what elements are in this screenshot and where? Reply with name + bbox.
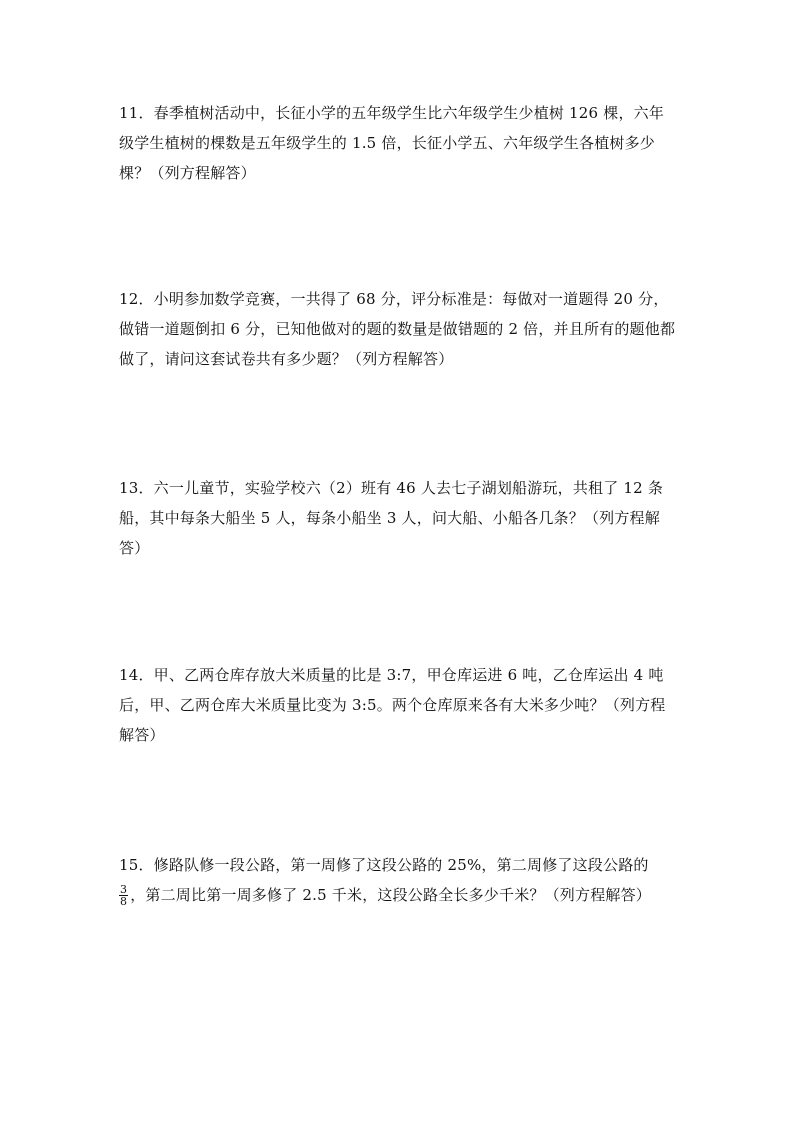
question-15 (119, 850, 679, 910)
question-13: 13．六一儿童节，实验学校六（2）班有 46 人去七子湖划船游玩，共租了 12 条船，其中每条大船坐 5 人，每条小船坐 3 人，问大船、小船各几条？（列方程解答） (119, 479, 664, 557)
question-12: 12．小明参加数学竞赛，一共得了 68 分，评分标准是：每做对一道题得 20 分，做错一道题倒扣 6 分，已知他做对的题的数量是做错题的 2 倍，并且所有的题他都做了，请问这套试卷共有多少题？（列方程解答） (119, 290, 676, 368)
question-15-text-before: 15．修路队修一段公路，第一周修了这段公路的 25%，第二周修了这段公路的 (119, 856, 649, 874)
fraction-three-eighths (119, 884, 128, 907)
question-14: 14．甲、乙两仓库存放大米质量的比是 3:7，甲仓库运进 6 吨，乙仓库运出 4 吨后，甲、乙两仓库大米质量比变为 3:5。两个仓库原来各有大米多少吨？（列方程解答） (119, 666, 666, 744)
question-15-text-after: ，第二周比第一周多修了 2.5 千米，这段公路全长多少千米？（列方程解答） (130, 886, 651, 904)
fraction-denominator: 8 (120, 894, 128, 908)
question-11: 11．春季植树活动中，长征小学的五年级学生比六年级学生少植树 126 棵，六年级学生植树的棵数是五年级学生的 1.5 倍，长征小学五、六年级学生各植树多少棵？（列方程解答） (119, 104, 665, 182)
fraction-numerator: 3 (120, 882, 128, 896)
